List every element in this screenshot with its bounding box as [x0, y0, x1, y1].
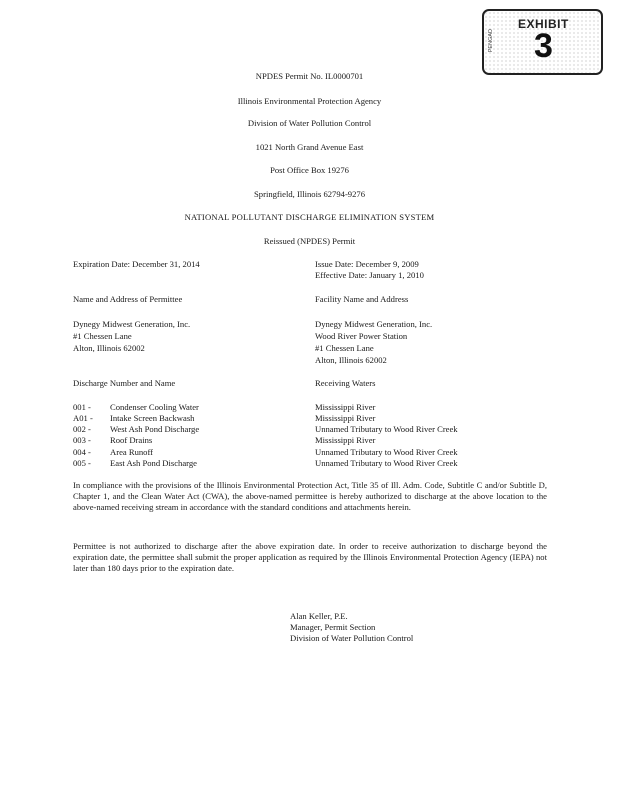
- facility-line: Alton, Illinois 62002: [315, 355, 387, 365]
- permittee-line: Alton, Illinois 62002: [73, 343, 145, 353]
- permit-type: Reissued (NPDES) Permit: [263, 236, 356, 246]
- expiration-paragraph: Permittee is not authorized to discharge after the above expiration date. In order to receive authorization to discharge beyond the expiration date, the permittee shall submit the proper application as required by the Illinois Environmental Protection Agency (IEPA) not later than 180 days prior to the expiration date.: [73, 541, 547, 573]
- street-address: 1021 North Grand Avenue East: [255, 142, 364, 152]
- compliance-paragraph: In compliance with the provisions of the Illinois Environmental Protection Act, Title 35 of Ill. Adm. Code, Subtitle C and/or Subtitle D, Chapter 1, and the Clean Water Act (CWA), the above-named permittee is hereby authorized to discharge at the above location to the above-named receiving stream in accordance with the standard conditions and attachments herein.: [73, 480, 547, 512]
- discharge-heading: Discharge Number and Name: [73, 378, 176, 388]
- facility-heading: Facility Name and Address: [315, 294, 409, 304]
- outfall-name: East Ash Pond Discharge: [110, 458, 197, 468]
- outfall-number: 003 -: [73, 435, 91, 445]
- city-state: Springfield, Illinois 62794-9276: [254, 189, 365, 199]
- expiration-date: Expiration Date: December 31, 2014: [73, 259, 200, 269]
- receiving-waters-heading: Receiving Waters: [315, 378, 376, 388]
- permittee-heading: Name and Address of Permittee: [73, 294, 183, 304]
- facility-line: Dynegy Midwest Generation, Inc.: [315, 319, 433, 329]
- issue-date: Issue Date: December 9, 2009: [315, 259, 419, 269]
- po-box: Post Office Box 19276: [270, 165, 349, 175]
- agency-name: Illinois Environmental Protection Agency: [237, 96, 382, 106]
- receiving-water: Unnamed Tributary to Wood River Creek: [315, 447, 458, 457]
- permit-number: NPDES Permit No. IL0000701: [255, 71, 364, 81]
- receiving-water: Unnamed Tributary to Wood River Creek: [315, 458, 458, 468]
- system-title: NATIONAL POLLUTANT DISCHARGE ELIMINATION SYSTEM: [184, 212, 435, 222]
- outfall-name: Condenser Cooling Water: [110, 402, 199, 412]
- effective-date: Effective Date: January 1, 2010: [315, 270, 424, 280]
- outfall-name: Intake Screen Backwash: [110, 413, 195, 423]
- outfall-number: 002 -: [73, 424, 91, 434]
- outfall-number: A01 -: [73, 413, 93, 423]
- outfall-number: 005 -: [73, 458, 91, 468]
- permittee-line: #1 Chessen Lane: [73, 331, 132, 341]
- signer-title: Manager, Permit Section: [290, 622, 376, 633]
- outfall-name: West Ash Pond Discharge: [110, 424, 200, 434]
- signer-division: Division of Water Pollution Control: [290, 633, 414, 644]
- stamp-number: 3: [534, 27, 553, 65]
- outfall-number: 001 -: [73, 402, 91, 412]
- signature-block: [290, 611, 413, 645]
- receiving-water: Unnamed Tributary to Wood River Creek: [315, 424, 458, 434]
- receiving-water: Mississippi River: [315, 435, 376, 445]
- division-name: Division of Water Pollution Control: [247, 118, 372, 128]
- exhibit-stamp: [482, 9, 603, 75]
- outfall-name: Area Runoff: [110, 447, 154, 457]
- stamp-side-text: PENGAD: [488, 29, 494, 53]
- permittee-line: Dynegy Midwest Generation, Inc.: [73, 319, 191, 329]
- stamp-word: EXHIBIT: [518, 17, 569, 31]
- facility-line: #1 Chessen Lane: [315, 343, 374, 353]
- signer-name: Alan Keller, P.E.: [290, 611, 348, 621]
- facility-line: Wood River Power Station: [315, 331, 408, 341]
- outfall-name: Roof Drains: [110, 435, 153, 445]
- outfall-number: 004 -: [73, 447, 91, 457]
- receiving-water: Mississippi River: [315, 413, 376, 423]
- receiving-water: Mississippi River: [315, 402, 376, 412]
